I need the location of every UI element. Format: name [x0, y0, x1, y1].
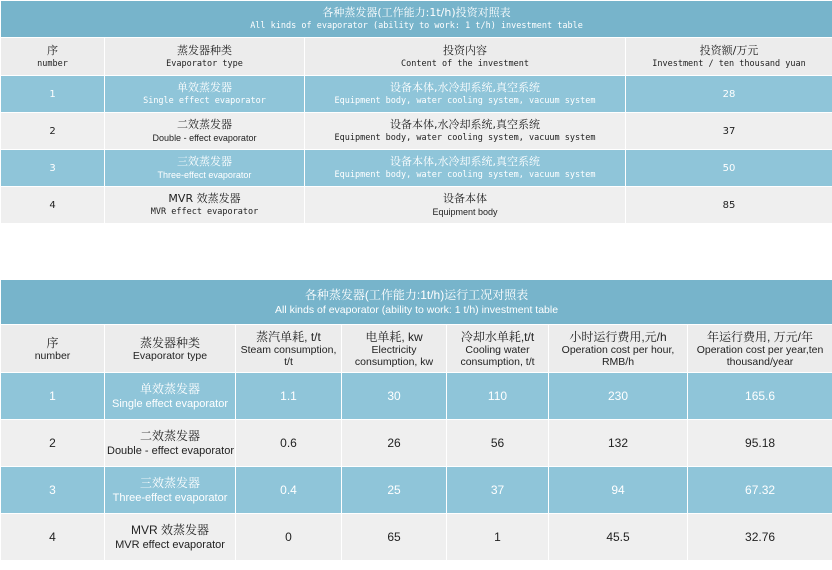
row-number: 4 — [1, 514, 105, 561]
row-electricity: 65 — [342, 514, 447, 561]
row-amount: 37 — [626, 113, 832, 150]
title-cn: 各种蒸发器(工作能力:1t/h)运行工况对照表 — [304, 287, 529, 302]
row-amount: 85 — [626, 187, 832, 224]
row-cooling: 1 — [447, 514, 549, 561]
row-hourly-cost: 94 — [549, 467, 688, 514]
row-content: 设备本体,水冷却系统,真空系统 Equipment body, water cooling system, vacuum system — [305, 113, 626, 150]
row-number: 3 — [1, 150, 105, 187]
row-electricity: 25 — [342, 467, 447, 514]
row-content: 设备本体,水冷却系统,真空系统 Equipment body, water cooling system, vacuum system — [305, 76, 626, 113]
row-type: MVR 效蒸发器 MVR effect evaporator — [105, 514, 236, 561]
row-hourly-cost: 132 — [549, 420, 688, 467]
header-investment-content: 投资内容 Content of the investment — [305, 38, 626, 76]
row-type: 单效蒸发器 Single effect evaporator — [105, 373, 236, 420]
row-hourly-cost: 230 — [549, 373, 688, 420]
row-electricity: 26 — [342, 420, 447, 467]
row-number: 2 — [1, 420, 105, 467]
header-hourly-cost: 小时运行费用,元/h Operation cost per hour, RMB/h — [549, 325, 688, 373]
row-steam: 0.4 — [236, 467, 342, 514]
investment-table — [0, 0, 832, 224]
operation-table — [0, 279, 832, 561]
row-type: 三效蒸发器 Three-effect evaporator — [105, 467, 236, 514]
row-type: 二效蒸发器 Double - effect evaporator — [105, 420, 236, 467]
header-number: 序 number — [1, 325, 105, 373]
row-electricity: 30 — [342, 373, 447, 420]
header-cooling-water-consumption: 冷却水单耗,t/t Cooling water consumption, t/t — [447, 325, 549, 373]
header-number: 序 number — [1, 38, 105, 76]
title-en: All kinds of evaporator (ability to work: 1 t/h) investment table — [250, 21, 583, 31]
row-type: 单效蒸发器 Single effect evaporator — [105, 76, 305, 113]
row-number: 3 — [1, 467, 105, 514]
table-row — [1, 514, 832, 561]
row-type: 二效蒸发器 Double - effect evaporator — [105, 113, 305, 150]
row-yearly-cost: 67.32 — [688, 467, 832, 514]
table-row — [1, 76, 832, 113]
row-steam: 0 — [236, 514, 342, 561]
table-row — [1, 113, 832, 150]
row-amount: 50 — [626, 150, 832, 187]
investment-table-title — [1, 1, 832, 38]
row-cooling: 56 — [447, 420, 549, 467]
table-row — [1, 150, 832, 187]
row-number: 4 — [1, 187, 105, 224]
header-yearly-cost: 年运行费用, 万元/年 Operation cost per year,ten thousand/year — [688, 325, 832, 373]
row-cooling: 110 — [447, 373, 549, 420]
row-steam: 0.6 — [236, 420, 342, 467]
operation-table-title — [1, 280, 832, 325]
row-hourly-cost: 45.5 — [549, 514, 688, 561]
table-row — [1, 420, 832, 467]
header-steam-consumption: 蒸汽单耗, t/t Steam consumption, t/t — [236, 325, 342, 373]
row-steam: 1.1 — [236, 373, 342, 420]
row-cooling: 37 — [447, 467, 549, 514]
row-amount: 28 — [626, 76, 832, 113]
row-type: MVR 效蒸发器 MVR effect evaporator — [105, 187, 305, 224]
table-row — [1, 187, 832, 224]
title-en: All kinds of evaporator (ability to work: 1 t/h) investment table — [275, 303, 559, 316]
row-number: 1 — [1, 76, 105, 113]
row-yearly-cost: 165.6 — [688, 373, 832, 420]
table-row — [1, 467, 832, 514]
row-number: 2 — [1, 113, 105, 150]
table-row — [1, 373, 832, 420]
row-type: 三效蒸发器 Three-effect evaporator — [105, 150, 305, 187]
header-investment-amount: 投资额/万元 Investment / ten thousand yuan — [626, 38, 832, 76]
row-yearly-cost: 32.76 — [688, 514, 832, 561]
header-evaporator-type: 蒸发器种类 Evaporator type — [105, 38, 305, 76]
row-content: 设备本体 Equipment body — [305, 187, 626, 224]
row-yearly-cost: 95.18 — [688, 420, 832, 467]
header-evaporator-type: 蒸发器种类 Evaporator type — [105, 325, 236, 373]
row-content: 设备本体,水冷却系统,真空系统 Equipment body, water cooling system, vacuum system — [305, 150, 626, 187]
header-electricity-consumption: 电单耗, kw Electricity consumption, kw — [342, 325, 447, 373]
row-number: 1 — [1, 373, 105, 420]
title-cn: 各种蒸发器(工作能力:1t/h)投资对照表 — [322, 6, 511, 19]
